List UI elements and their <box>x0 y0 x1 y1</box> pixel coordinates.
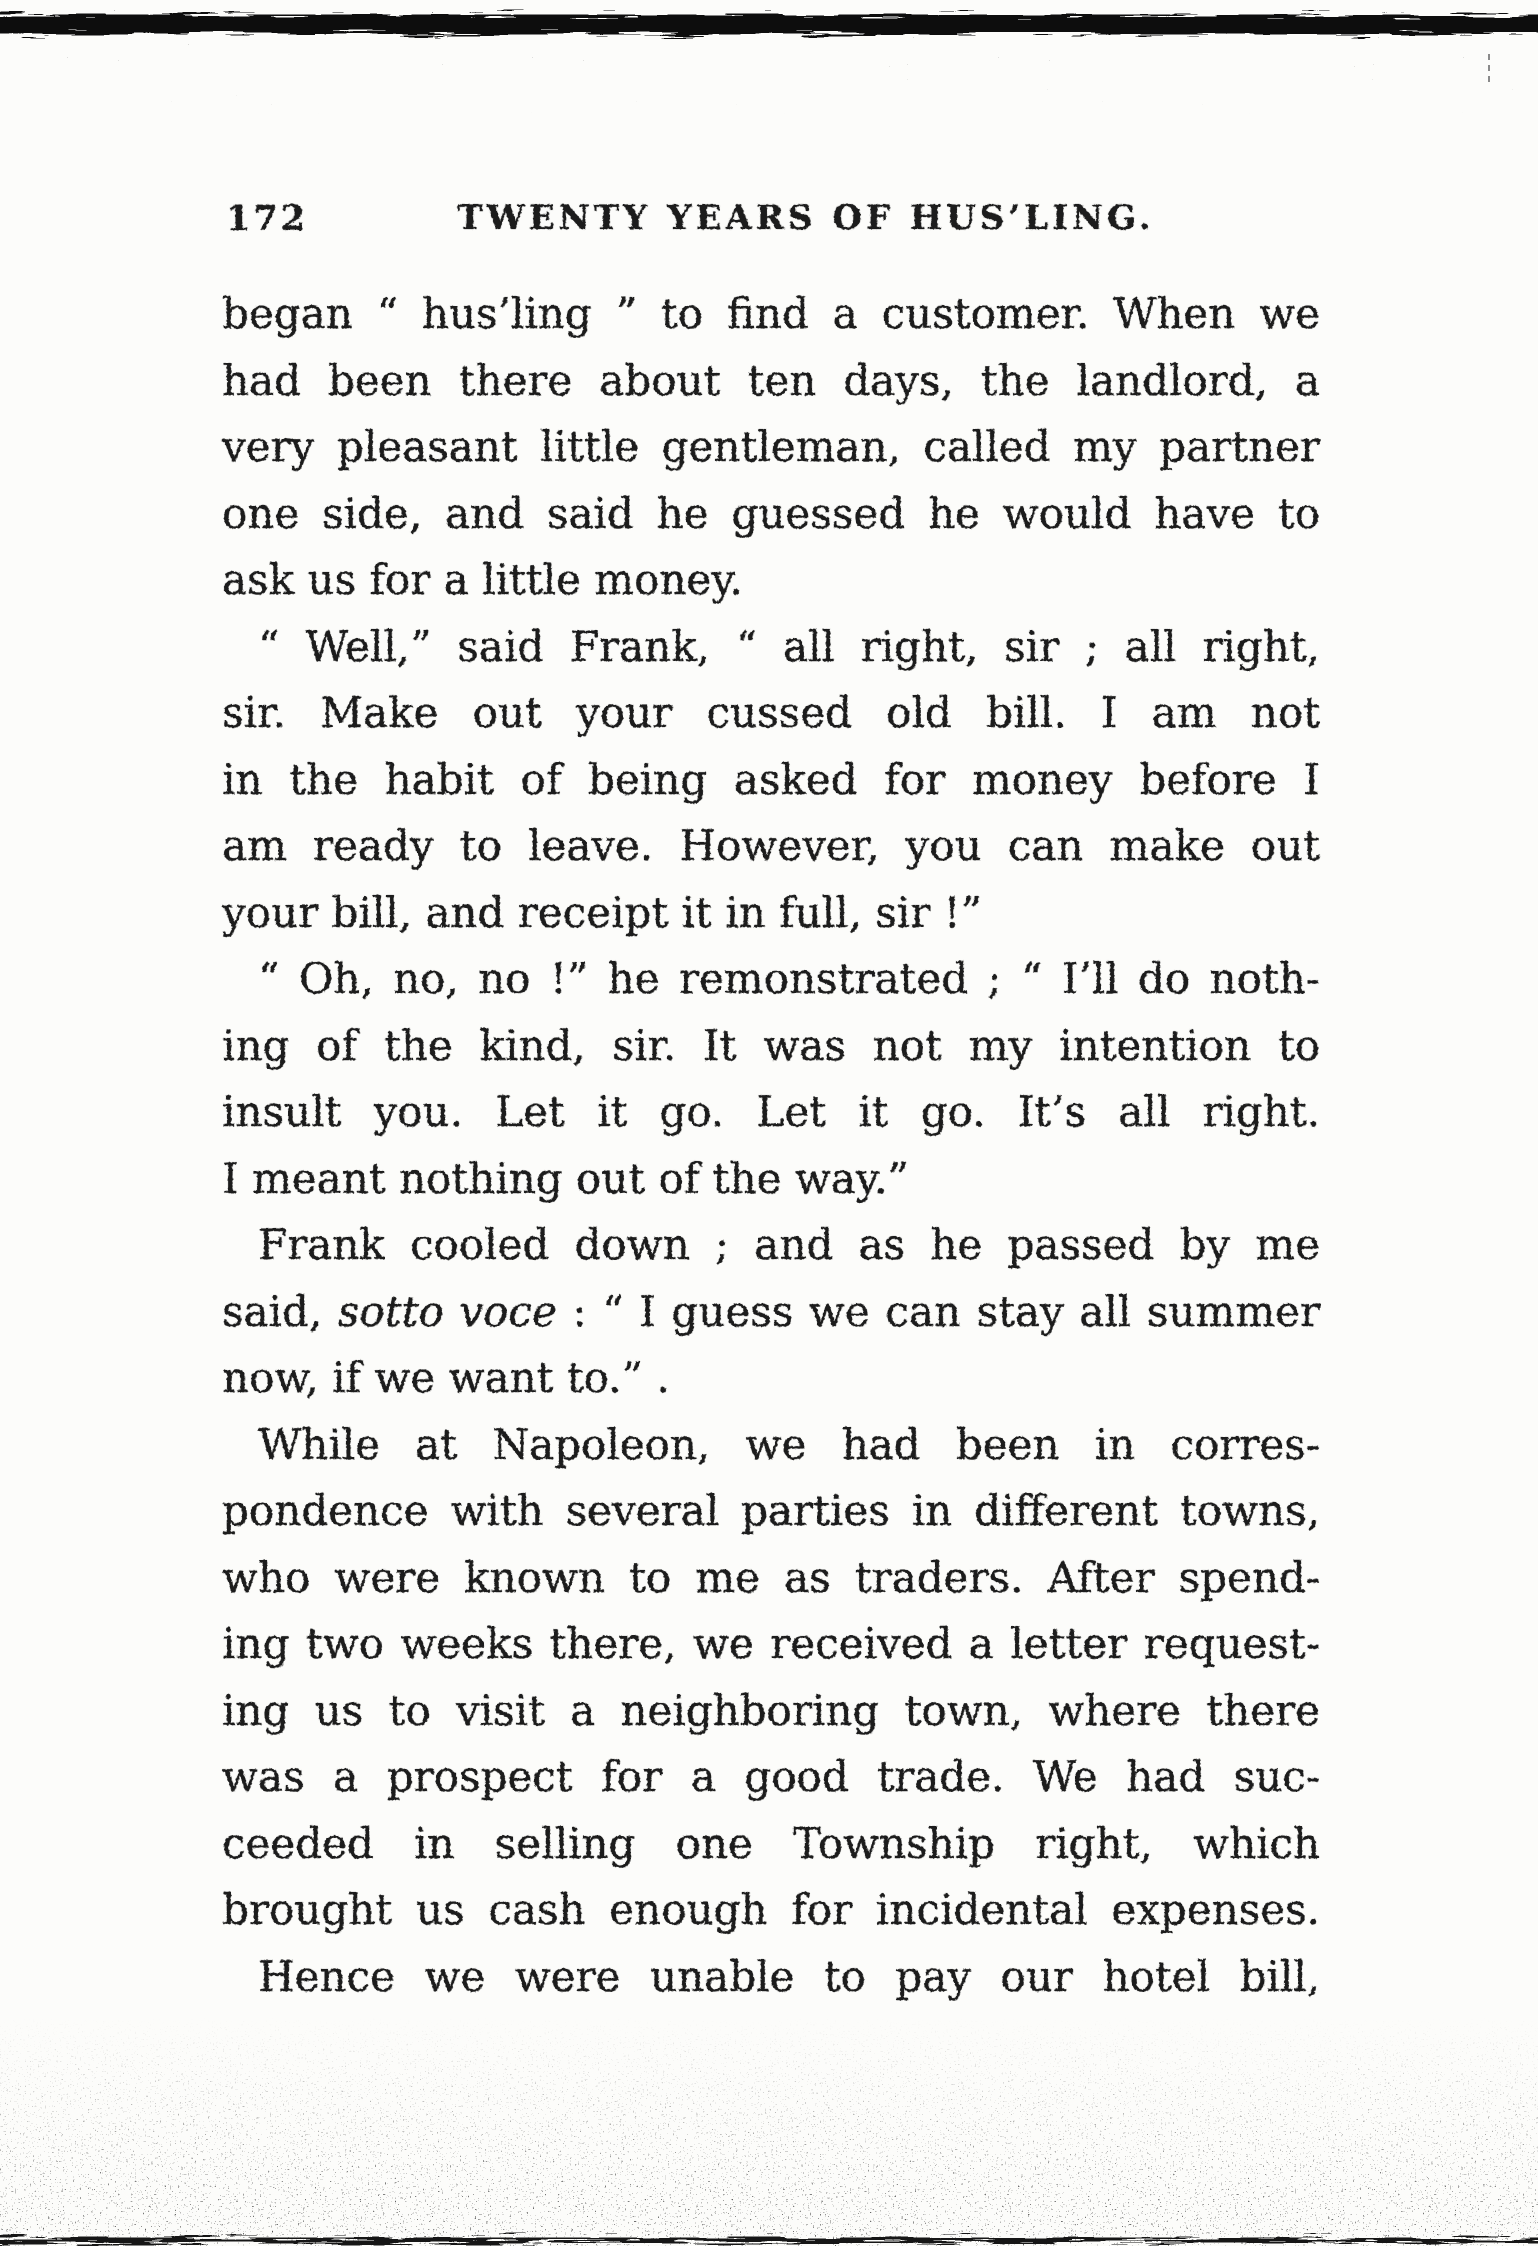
text-segment: your bill, and receipt it in full, sir !” <box>222 887 982 937</box>
text-segment: ing us to visit a neighboring town, where there <box>222 1685 1320 1735</box>
text-line <box>222 1545 1320 1612</box>
text-line <box>222 1678 1320 1745</box>
scan-noise-bottom <box>0 2016 1538 2246</box>
text-line <box>222 481 1320 548</box>
text-segment: had been there about ten days, the landlord, a <box>222 355 1320 405</box>
text-segment: “ Oh, no, no !” he remonstrated ; “ I’ll do noth- <box>258 954 1320 1003</box>
running-head <box>222 198 1320 248</box>
book-title-running-head: TWENTY YEARS OF HUS’LING. <box>457 198 1155 238</box>
text-segment: I meant nothing out of the way.” <box>222 1153 909 1203</box>
text-line <box>222 348 1320 415</box>
text-line <box>222 1811 1320 1878</box>
text-line <box>222 614 1320 681</box>
text-segment: While at Napoleon, we had been in corres- <box>258 1419 1320 1469</box>
scan-edge-bottom-line <box>0 2238 1538 2243</box>
text-segment: ing of the kind, sir. It was not my intention to <box>222 1020 1320 1070</box>
text-line <box>222 1279 1320 1346</box>
page-number: 172 <box>226 198 309 239</box>
text-line <box>222 1013 1320 1080</box>
text-line <box>222 813 1320 880</box>
text-segment: pondence with several parties in different towns, <box>222 1486 1320 1535</box>
text-segment: ing two weeks there, we received a letter request- <box>222 1619 1320 1668</box>
text-segment: : “ I guess we can stay all summer <box>556 1286 1321 1336</box>
text-segment: began “ hus’ling ” to find a customer. When we <box>222 289 1320 338</box>
text-segment: very pleasant little gentleman, called my partner <box>222 422 1320 471</box>
text-segment: in the habit of being asked for money before I <box>222 754 1320 804</box>
text-line <box>222 1079 1320 1146</box>
text-line <box>222 1611 1320 1678</box>
text-segment: ask us for a little money. <box>222 555 743 604</box>
text-segment: said, <box>222 1286 338 1336</box>
text-line <box>222 1212 1320 1279</box>
scan-edge-top-band <box>0 15 1538 34</box>
text-segment: “ Well,” said Frank, “ all right, sir ; all right, <box>258 621 1320 671</box>
text-segment: sotto voce <box>337 1286 557 1336</box>
text-segment: now, if we want to.” . <box>222 1353 670 1402</box>
scan-noise-top <box>0 26 1538 116</box>
text-segment: sir. Make out your cussed old bill. I am not <box>222 688 1320 737</box>
body-text <box>222 281 1320 2010</box>
text-segment: am ready to leave. However, you can make out <box>222 821 1320 870</box>
text-segment: Frank cooled down ; and as he passed by me <box>258 1220 1320 1269</box>
text-segment: Hence we were unable to pay our hotel bill, <box>258 1951 1320 2001</box>
text-line <box>222 1412 1320 1479</box>
text-segment: ceeded in selling one Township right, which <box>222 1818 1320 1868</box>
text-line <box>222 1877 1320 1944</box>
text-line <box>222 880 1320 947</box>
text-line <box>222 1478 1320 1545</box>
scan-mark-dashed-tick <box>1488 54 1490 82</box>
text-segment: brought us cash enough for incidental expenses. <box>222 1885 1320 1934</box>
text-segment: was a prospect for a good trade. We had suc- <box>222 1752 1320 1801</box>
text-line <box>222 281 1320 348</box>
text-line <box>222 680 1320 747</box>
text-line <box>222 1744 1320 1811</box>
text-segment: insult you. Let it go. Let it go. It’s all right. <box>222 1087 1320 1136</box>
text-line <box>222 1146 1320 1213</box>
text-line <box>222 946 1320 1013</box>
text-line <box>222 547 1320 614</box>
text-segment: one side, and said he guessed he would have to <box>222 488 1320 538</box>
text-line <box>222 747 1320 814</box>
text-line <box>222 1944 1320 2011</box>
text-segment: who were known to me as traders. After spend- <box>222 1552 1320 1602</box>
text-line <box>222 414 1320 481</box>
text-line <box>222 1345 1320 1412</box>
